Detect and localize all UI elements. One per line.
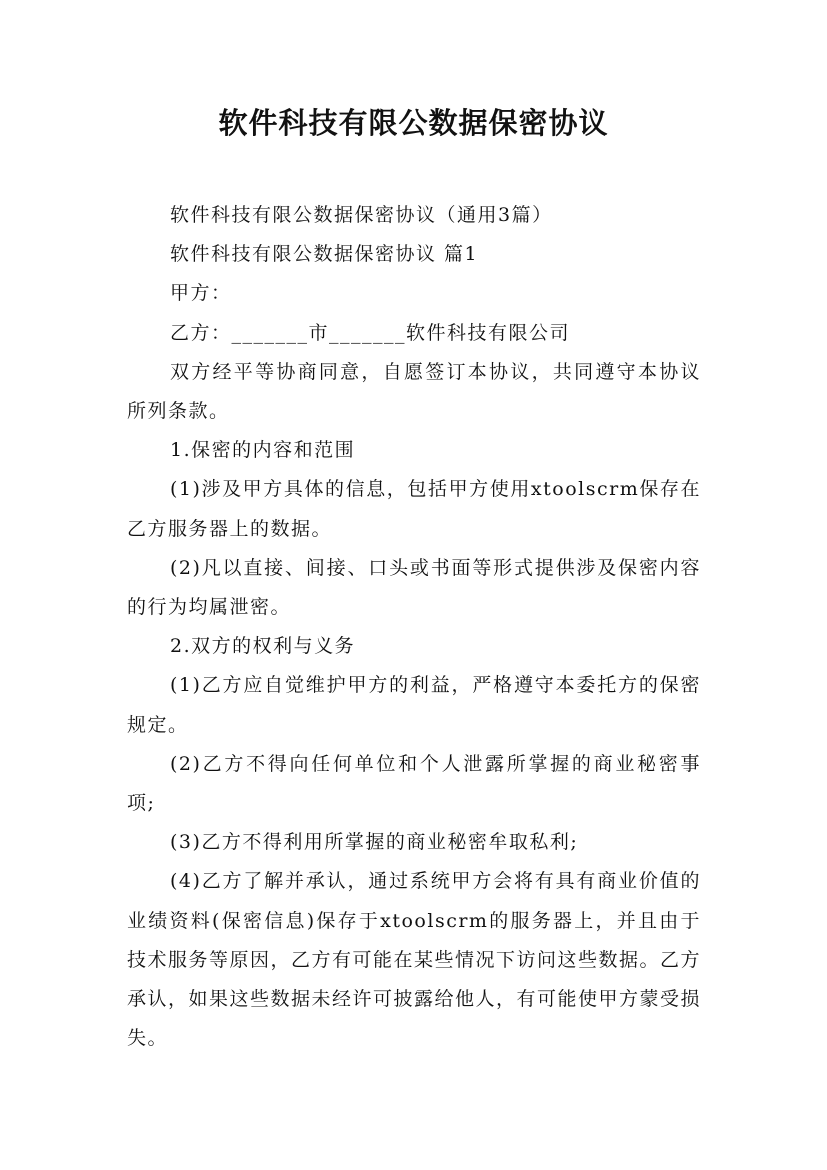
paragraph-section-1-heading: 1.保密的内容和范围 <box>170 439 356 462</box>
paragraph-party-a: 甲方： <box>170 282 232 305</box>
document-title: 软件科技有限公数据保密协议 <box>218 106 609 140</box>
paragraph-party-b: 乙方：_______市_______软件科技有限公司 <box>170 321 571 344</box>
paragraph-chapter-heading: 软件科技有限公数据保密协议 篇1 <box>170 243 479 266</box>
paragraph-section-1-item-1: (1)涉及甲方具体的信息，包括甲方使用xtoolscrm保存在乙方服务器上的数据。 <box>127 478 701 540</box>
paragraph-section-1-item-2: (2)凡以直接、间接、口头或书面等形式提供涉及保密内容的行为均属泄密。 <box>127 556 701 619</box>
paragraph-section-2-item-1: (1)乙方应自觉维护甲方的利益，严格遵守本委托方的保密规定。 <box>127 674 701 736</box>
paragraph-section-2-item-4: (4)乙方了解并承认，通过系统甲方会将有具有商业价值的业绩资料(保密信息)保存于xtoolscrm的服务器上，并且由于技术服务等原因，乙方有可能在某些情况下访问这些数据。乙方承认，如果这些数据未经许可披露给他人，有可能使甲方蒙受损失。 <box>127 870 702 1050</box>
document-body <box>127 196 701 1058</box>
paragraph-subtitle: 软件科技有限公数据保密协议（通用3篇） <box>170 204 553 226</box>
paragraph-section-2-heading: 2.双方的权利与义务 <box>170 635 356 658</box>
paragraph-section-2-item-3: (3)乙方不得利用所掌握的商业秘密牟取私利; <box>170 831 579 854</box>
paragraph-agreement-intro: 双方经平等协商同意，自愿签订本协议，共同遵守本协议所列条款。 <box>127 360 701 423</box>
paragraph-section-2-item-2: (2)乙方不得向任何单位和个人泄露所掌握的商业秘密事项; <box>127 752 701 815</box>
